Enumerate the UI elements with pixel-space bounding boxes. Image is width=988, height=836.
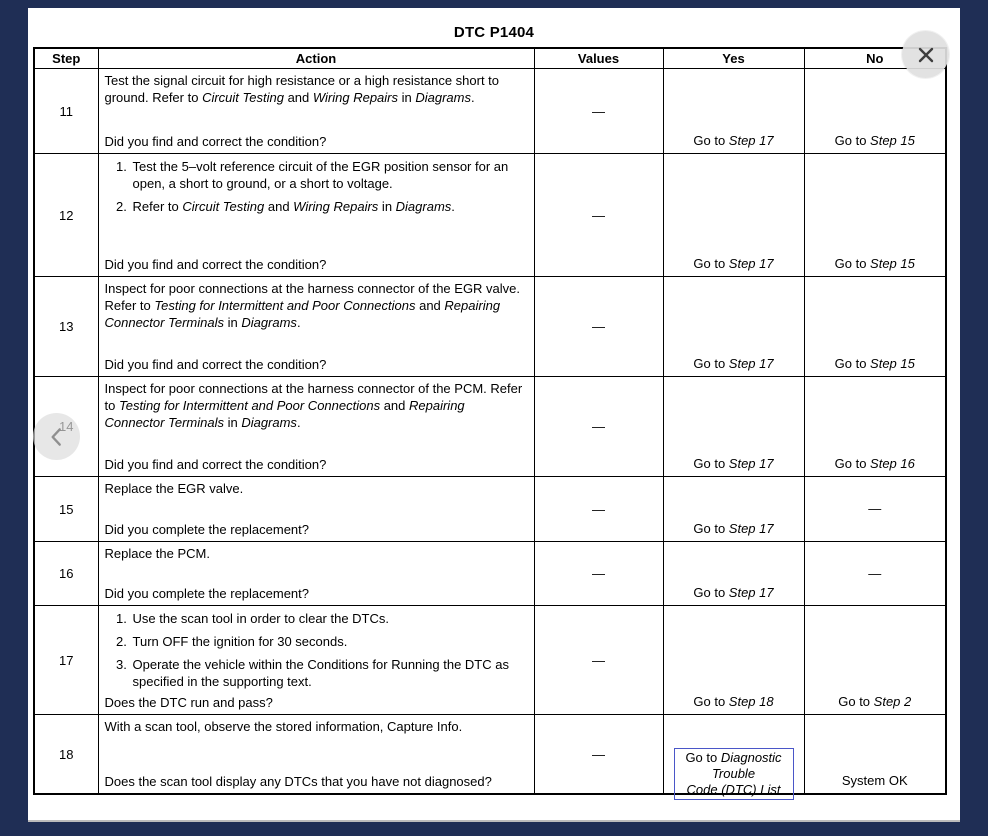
dtc-list-link[interactable]: Go to Diagnostic Trouble Code (DTC) List <box>674 748 794 800</box>
yes-cell <box>663 69 804 154</box>
action-cell <box>98 277 534 377</box>
yes-cell <box>663 606 804 715</box>
previous-page-button[interactable] <box>33 413 80 460</box>
table-body <box>34 69 946 795</box>
question-text: Does the DTC run and pass? <box>104 695 273 710</box>
column-header-action: Action <box>98 48 534 69</box>
goto-text: Go to Step 2 <box>838 694 912 709</box>
goto-text: Go to Step 16 <box>834 456 915 471</box>
no-cell <box>804 154 946 277</box>
yes-cell <box>663 477 804 542</box>
column-header-yes: Yes <box>663 48 804 69</box>
table-row <box>34 477 946 542</box>
values-cell: — <box>534 606 663 715</box>
goto-text: System OK <box>841 773 908 788</box>
goto-text: Go to Step 15 <box>834 256 915 271</box>
action-cell <box>98 477 534 542</box>
yes-cell <box>663 542 804 606</box>
table-row <box>34 277 946 377</box>
chevron-left-icon <box>44 424 70 450</box>
page-title: DTC P1404 <box>453 24 535 41</box>
action-list-item: 1. Use the scan tool in order to clear the DTCs. <box>131 610 528 627</box>
action-cell <box>98 154 534 277</box>
action-cell <box>98 606 534 715</box>
close-button[interactable] <box>902 31 949 78</box>
goto-text: Go to Step 17 <box>693 133 774 148</box>
action-cell <box>98 69 534 154</box>
action-text: Inspect for poor connections at the harness connector of the EGR valve. Refer to Testing for Intermittent and Poor Connections and Repairing Connector Terminals in Diagrams. <box>104 281 521 330</box>
no-cell <box>804 606 946 715</box>
column-header-step: Step <box>34 48 98 69</box>
question-text: Did you find and correct the condition? <box>104 357 327 372</box>
values-cell: — <box>534 715 663 795</box>
action-text: Replace the EGR valve. <box>104 481 244 496</box>
column-header-no: No <box>804 48 946 69</box>
table-row <box>34 542 946 606</box>
values-cell: — <box>534 154 663 277</box>
action-list-item: 2. Refer to Circuit Testing and Wiring Repairs in Diagrams. <box>131 198 528 215</box>
yes-cell <box>663 277 804 377</box>
action-cell <box>98 715 534 795</box>
no-cell <box>804 277 946 377</box>
question-text: Did you find and correct the condition? <box>104 134 327 149</box>
goto-text: Go to Step 17 <box>693 521 774 536</box>
step-number: 18 <box>34 715 98 795</box>
step-number: 11 <box>34 69 98 154</box>
no-cell: — <box>804 477 946 542</box>
document-page <box>28 8 960 822</box>
question-text: Did you find and correct the condition? <box>104 257 327 272</box>
goto-text: Go to Step 17 <box>693 356 774 371</box>
question-text: Did you find and correct the condition? <box>104 457 327 472</box>
question-text: Did you complete the replacement? <box>104 586 310 601</box>
action-list-item: 1. Test the 5–volt reference circuit of the EGR position sensor for an open, a short to ground, or a short to voltage. <box>131 158 528 192</box>
action-text <box>105 609 528 690</box>
column-header-values: Values <box>534 48 663 69</box>
action-text: Test the signal circuit for high resistance or a high resistance short to ground. Refer to Circuit Testing and Wiring Repairs in Diagrams. <box>104 73 500 105</box>
table-row <box>34 154 946 277</box>
action-text: Inspect for poor connections at the harness connector of the PCM. Refer to Testing for Intermittent and Poor Connections and Repairing Connector Terminals in Diagrams. <box>104 381 523 430</box>
values-cell: — <box>534 477 663 542</box>
yes-cell <box>663 377 804 477</box>
table-row <box>34 69 946 154</box>
step-number: 12 <box>34 154 98 277</box>
goto-text: Go to Step 18 <box>693 694 774 709</box>
no-cell <box>804 377 946 477</box>
step-number: 17 <box>34 606 98 715</box>
yes-cell <box>663 715 804 795</box>
goto-text: Go to Step 17 <box>693 585 774 600</box>
goto-text: Go to Step 17 <box>693 456 774 471</box>
table-row <box>34 606 946 715</box>
values-cell: — <box>534 277 663 377</box>
action-text: With a scan tool, observe the stored information, Capture Info. <box>104 719 463 734</box>
no-cell <box>804 715 946 795</box>
goto-text: Go to Step 17 <box>693 256 774 271</box>
action-text: Replace the PCM. <box>104 546 210 561</box>
values-cell: — <box>534 377 663 477</box>
question-text: Did you complete the replacement? <box>104 522 310 537</box>
table-row <box>34 715 946 795</box>
step-number: 15 <box>34 477 98 542</box>
step-number: 16 <box>34 542 98 606</box>
question-text: Does the scan tool display any DTCs that you have not diagnosed? <box>104 774 492 789</box>
header-row <box>34 48 946 69</box>
table-row <box>34 377 946 477</box>
goto-text: Go to Step 15 <box>834 133 915 148</box>
action-cell <box>98 542 534 606</box>
goto-text: Go to Step 15 <box>834 356 915 371</box>
action-cell <box>98 377 534 477</box>
action-list-item: 3. Operate the vehicle within the Conditions for Running the DTC as specified in the supporting text. <box>131 656 528 690</box>
action-list-item: 2. Turn OFF the ignition for 30 seconds. <box>131 633 528 650</box>
table-header <box>34 48 946 69</box>
no-cell: — <box>804 542 946 606</box>
yes-cell <box>663 154 804 277</box>
action-text <box>105 157 528 215</box>
close-icon <box>914 43 938 67</box>
step-number: 13 <box>34 277 98 377</box>
dtc-diagnostic-table <box>33 47 947 795</box>
values-cell: — <box>534 542 663 606</box>
values-cell: — <box>534 69 663 154</box>
no-cell <box>804 69 946 154</box>
